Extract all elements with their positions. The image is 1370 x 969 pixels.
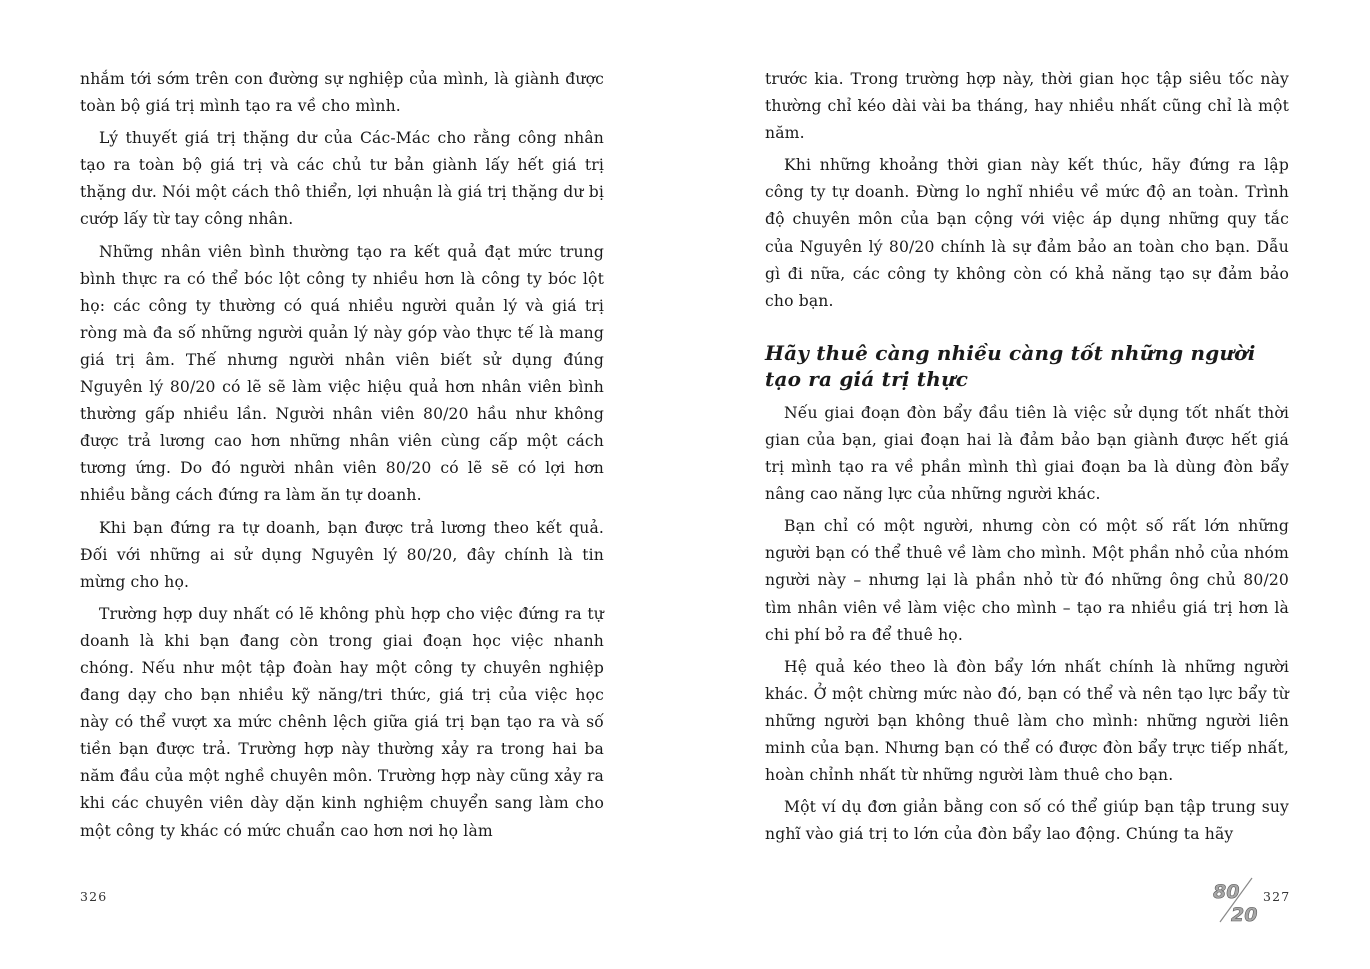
page-number-left: 326 [80,889,108,904]
paragraph: Một ví dụ đơn giản bằng con số có thể giúp bạn tập trung suy nghĩ vào giá trị to lớn của đòn bẩy lao động. Chúng ta hãy [765,798,1289,844]
page-number-right: 327 [1263,889,1291,904]
paragraph: Hệ quả kéo theo là đòn bẩy lớn nhất chính là những người khác. Ở một chừng mức nào đó, bạn có thể và nên tạo lực bẩy từ những người bạn không thuê làm cho mình: những người liên minh của bạn. Nhưng bạn có thể có được đòn bẩy trực tiếp nhất, hoàn chỉnh nhất từ những người làm thuê cho bạn. [765,657,1289,785]
paragraph: Những nhân viên bình thường tạo ra kết quả đạt mức trung bình thực ra có thể bóc lột công ty nhiều hơn là công ty bóc lột họ: các công ty thường có quá nhiều người quản lý và giá trị ròng mà đa số những người quản lý này góp vào thực tế là mang giá trị âm. Thế nhưng người nhân viên biết sử dụng đúng Nguyên lý 80/20 có lẽ sẽ làm việc hiệu quả hơn nhân viên bình thường gấp nhiều lần. Người nhân viên 80/20 hầu như không được trả lương cao hơn những nhân viên cùng cấp một cách tương ứng. Do đó người nhân viên 80/20 có lẽ sẽ có lợi hơn nhiều bằng cách đứng ra làm ăn tự doanh. [80,242,604,505]
logo-top-text: 80 [1213,881,1240,903]
logo-bottom-text: 20 [1231,904,1258,924]
paragraph: Khi bạn đứng ra tự doanh, bạn được trả lương theo kết quả. Đối với những ai sử dụng Nguyên lý 80/20, đây chính là tin mừng cho họ. [80,518,604,591]
paragraph: trước kia. Trong trường hợp này, thời gian học tập siêu tốc này thường chỉ kéo dài vài ba tháng, hay nhiều nhất cũng chỉ là một năm. [765,70,1289,143]
paragraph: Lý thuyết giá trị thặng dư của Các-Mác cho rằng công nhân tạo ra toàn bộ giá trị và các chủ tư bản giành lấy hết giá trị thặng dư. Nói một cách thô thiển, lợi nhuận là giá trị thặng dư bị cướp lấy từ tay công nhân. [80,129,604,229]
80-20-logo-icon [1212,876,1262,924]
paragraph: Nếu giai đoạn đòn bẩy đầu tiên là việc sử dụng tốt nhất thời gian của bạn, giai đoạn hai là đảm bảo bạn giành được hết giá trị mình tạo ra về phần mình thì giai đoạn ba là dùng đòn bẩy nâng cao năng lực của những người khác. [765,403,1289,504]
paragraph: Bạn chỉ có một người, nhưng còn có một số rất lớn những người bạn có thể thuê về làm cho mình. Một phần nhỏ của nhóm người này – nhưng lại là phần nhỏ từ đó những ông chủ 80/20 tìm nhân viên về làm việc cho mình – tạo ra nhiều giá trị hơn là chi phí bỏ ra để thuê họ. [765,517,1289,644]
left-text-column [80,66,604,850]
right-page [685,0,1370,969]
paragraph: Khi những khoảng thời gian này kết thúc, hãy đứng ra lập công ty tự doanh. Đừng lo nghĩ nhiều về mức độ an toàn. Trình độ chuyên môn của bạn cộng với việc áp dụng những quy tắc của Nguyên lý 80/20 chính là sự đảm bảo an toàn cho bạn. Dẫu gì đi nữa, các công ty không còn có khả năng tạo sự đảm bảo cho bạn. [765,156,1289,310]
paragraph: Trường hợp duy nhất có lẽ không phù hợp cho việc đứng ra tự doanh là khi bạn đang còn trong giai đoạn học việc nhanh chóng. Nếu như một tập đoàn hay một công ty chuyên nghiệp đang dạy cho bạn nhiều kỹ năng/tri thức, giá trị của việc học này có thể vượt xa mức chênh lệch giữa giá trị bạn tạo ra và số tiền bạn được trả. Trường hợp này thường xảy ra trong hai ba năm đầu của một nghề chuyên môn. Trường hợp này cũng xảy ra khi các chuyên viên dày dặn kinh nghiệm chuyển sang làm cho một công ty khác có mức chuẩn cao hơn nơi họ làm [80,604,604,840]
right-text-column [765,66,1289,853]
section-heading: Hãy thuê càng nhiều càng tốt những người tạo ra giá trị thực [765,340,1256,391]
paragraph: nhắm tới sớm trên con đường sự nghiệp của mình, là giành được toàn bộ giá trị mình tạo ra về cho mình. [80,70,604,116]
